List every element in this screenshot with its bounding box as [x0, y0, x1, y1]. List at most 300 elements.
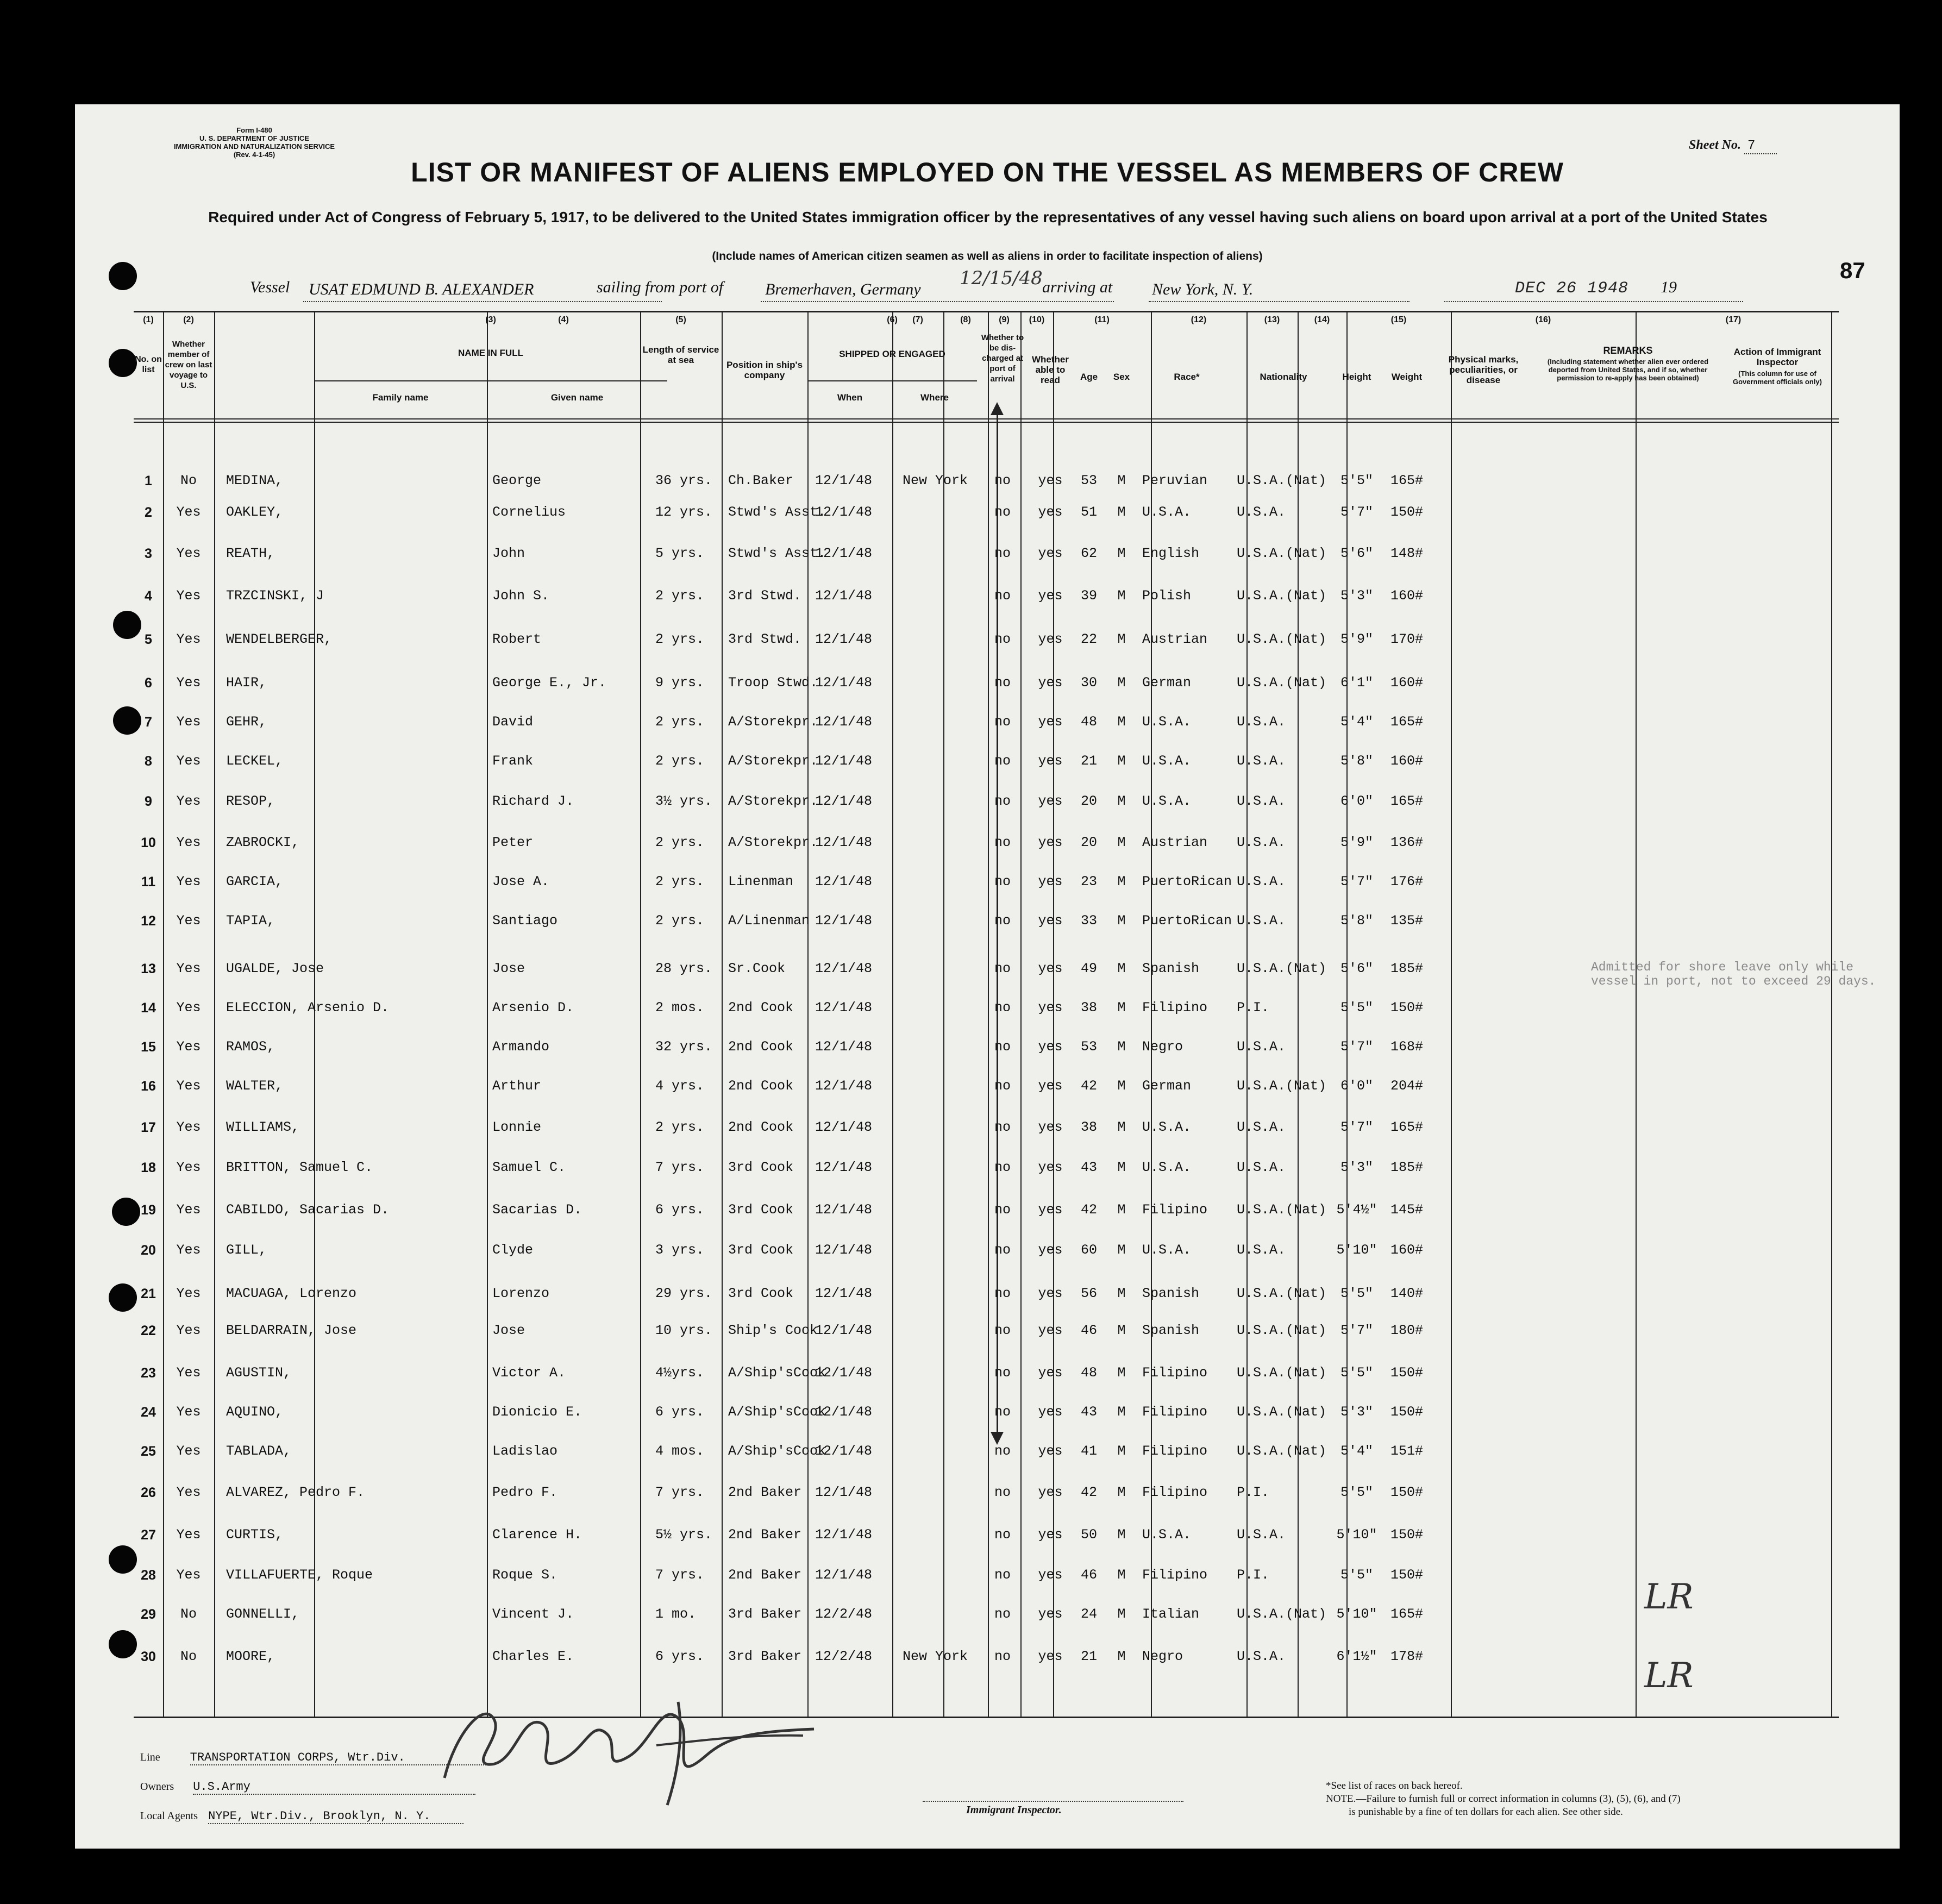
given-name-cell: Dionicio E.	[492, 1404, 582, 1420]
nationality-cell: P.I.	[1237, 1000, 1270, 1016]
shipped-when-cell: 12/1/48	[815, 1365, 873, 1381]
service-length-cell: 10 yrs.	[655, 1323, 713, 1338]
able-to-read-cell: yes	[1038, 504, 1063, 520]
last-voyage-cell: Yes	[176, 753, 201, 769]
shipped-when-cell: 12/1/48	[815, 1202, 873, 1218]
last-voyage-cell: Yes	[176, 1202, 201, 1218]
nationality-cell: U.S.A.(Nat)	[1237, 546, 1327, 561]
age-cell: 30	[1080, 675, 1097, 691]
owners-value: U.S.Army	[193, 1780, 475, 1795]
manifest-sheet	[75, 104, 1900, 1849]
table-row	[134, 835, 1839, 856]
row-number: 6	[145, 675, 152, 691]
position-cell: A/Storekpr.	[728, 753, 818, 769]
row-number: 7	[145, 715, 152, 730]
shipped-when-cell: 12/1/48	[815, 1404, 873, 1420]
sex-cell: M	[1117, 961, 1126, 976]
discharged-cell: no	[994, 874, 1011, 890]
age-cell: 39	[1080, 588, 1097, 604]
sex-cell: M	[1117, 675, 1126, 691]
table-row	[134, 1286, 1839, 1307]
weight-cell: 185#	[1390, 961, 1423, 976]
race-cell: Filipino	[1142, 1365, 1208, 1381]
able-to-read-cell: yes	[1038, 1323, 1063, 1338]
shipped-when-cell: 12/1/48	[815, 1286, 873, 1301]
punch-hole	[109, 262, 137, 290]
nationality-cell: P.I.	[1237, 1567, 1270, 1583]
page-instruction: (Include names of American citizen seamen as well as aliens in order to facilitate inspection of aliens)	[712, 250, 1263, 262]
service-length-cell: 2 yrs.	[655, 1119, 705, 1135]
sex-cell: M	[1117, 504, 1126, 520]
weight-cell: 150#	[1390, 1485, 1423, 1500]
sailing-port: Bremerhaven, Germany	[765, 280, 921, 298]
nationality-cell: U.S.A.	[1237, 1649, 1286, 1664]
family-name-cell: BRITTON, Samuel C.	[226, 1160, 373, 1175]
family-name-cell: BELDARRAIN, Jose	[226, 1323, 357, 1338]
table-row	[134, 1119, 1839, 1141]
height-cell: 5'10"	[1336, 1527, 1377, 1543]
row-number: 24	[141, 1405, 156, 1420]
position-cell: A/Linenman	[728, 913, 810, 929]
age-cell: 21	[1080, 753, 1097, 769]
remarks-note: Admitted for shore leave only while vessel in port, not to exceed 29 days.	[1591, 960, 1876, 988]
vessel-name: USAT EDMUND B. ALEXANDER	[309, 280, 534, 298]
row-number: 10	[141, 835, 156, 850]
shipped-when-cell: 12/1/48	[815, 1485, 873, 1500]
sex-cell: M	[1117, 473, 1126, 488]
discharged-cell: no	[994, 714, 1011, 730]
last-voyage-cell: Yes	[176, 874, 201, 890]
discharged-cell: no	[994, 793, 1011, 809]
sex-cell: M	[1117, 1443, 1126, 1459]
family-name-cell: UGALDE, Jose	[226, 961, 324, 976]
last-voyage-cell: Yes	[176, 1443, 201, 1459]
table-row	[134, 1078, 1839, 1100]
age-cell: 24	[1080, 1606, 1097, 1622]
row-number: 23	[141, 1366, 156, 1381]
position-cell: 3rd Stwd.	[728, 631, 802, 647]
last-voyage-cell: Yes	[176, 588, 201, 604]
sex-cell: M	[1117, 1119, 1126, 1135]
weight-cell: 165#	[1390, 793, 1423, 809]
shipped-when-cell: 12/2/48	[815, 1606, 873, 1622]
able-to-read-cell: yes	[1038, 714, 1063, 730]
able-to-read-cell: yes	[1038, 631, 1063, 647]
age-cell: 42	[1080, 1485, 1097, 1500]
row-number: 26	[141, 1485, 156, 1500]
height-cell: 5'4"	[1340, 714, 1373, 730]
date-dotline	[1444, 301, 1743, 302]
last-voyage-cell: Yes	[176, 1039, 201, 1055]
race-cell: Negro	[1142, 1039, 1183, 1055]
discharged-cell: no	[994, 631, 1011, 647]
nationality-cell: U.S.A.	[1237, 835, 1286, 850]
given-name-cell: Arthur	[492, 1078, 542, 1094]
shipped-when-cell: 12/1/48	[815, 913, 873, 929]
family-name-cell: GILL,	[226, 1242, 267, 1258]
nationality-cell: U.S.A.	[1237, 793, 1286, 809]
discharged-cell: no	[994, 835, 1011, 850]
name-subheader-rule	[314, 380, 667, 381]
shipped-when-cell: 12/1/48	[815, 961, 873, 976]
position-cell: A/Storekpr.	[728, 835, 818, 850]
weight-cell: 135#	[1390, 913, 1423, 929]
form-number: Form I-480	[236, 126, 272, 134]
shipped-when-cell: 12/1/48	[815, 1119, 873, 1135]
shipped-when-cell: 12/1/48	[815, 714, 873, 730]
age-cell: 53	[1080, 473, 1097, 488]
nationality-cell: U.S.A.	[1237, 714, 1286, 730]
line-value: TRANSPORTATION CORPS, Wtr.Div.	[190, 1751, 494, 1765]
given-name-cell: Clarence H.	[492, 1527, 582, 1543]
height-cell: 5'7"	[1340, 874, 1373, 890]
nationality-cell: U.S.A.(Nat)	[1237, 473, 1327, 488]
weight-cell: 160#	[1390, 753, 1423, 769]
nationality-cell: P.I.	[1237, 1485, 1270, 1500]
last-voyage-cell: Yes	[176, 1160, 201, 1175]
discharged-cell: no	[994, 546, 1011, 561]
sex-cell: M	[1117, 1649, 1126, 1664]
discharged-cell: no	[994, 675, 1011, 691]
sex-cell: M	[1117, 1000, 1126, 1016]
initials-mark: LR	[1644, 1656, 1694, 1696]
sex-cell: M	[1117, 753, 1126, 769]
given-name-cell: Clyde	[492, 1242, 534, 1258]
able-to-read-cell: yes	[1038, 1365, 1063, 1381]
discharged-cell: no	[994, 1485, 1011, 1500]
last-voyage-cell: Yes	[176, 1286, 201, 1301]
shipped-when-cell: 12/1/48	[815, 631, 873, 647]
header-race: Race*	[1174, 372, 1200, 382]
family-name-cell: MOORE,	[226, 1649, 275, 1664]
shipped-when-cell: 12/1/48	[815, 1323, 873, 1338]
race-cell: Filipino	[1142, 1202, 1208, 1218]
service-length-cell: 2 mos.	[655, 1000, 705, 1016]
family-name-cell: TAPIA,	[226, 913, 275, 929]
nationality-cell: U.S.A.(Nat)	[1237, 1286, 1327, 1301]
weight-cell: 151#	[1390, 1443, 1423, 1459]
sex-cell: M	[1117, 1242, 1126, 1258]
table-row	[134, 913, 1839, 935]
row-number: 1	[145, 473, 152, 488]
service-length-cell: 32 yrs.	[655, 1039, 713, 1055]
column-number: (9)	[999, 315, 1010, 324]
race-cell: U.S.A.	[1142, 1242, 1192, 1258]
form-info	[140, 126, 368, 159]
table-row	[134, 753, 1839, 775]
row-number: 11	[141, 874, 156, 890]
shipped-when-cell: 12/1/48	[815, 753, 873, 769]
footer-agents	[140, 1809, 463, 1824]
inspector-signature-line	[923, 1801, 1183, 1802]
height-cell: 6'1"	[1340, 675, 1373, 691]
height-cell: 5'5"	[1340, 1286, 1373, 1301]
arriving-dotline	[1149, 301, 1409, 302]
header-position: Position in ship's company	[726, 360, 803, 380]
position-cell: A/Ship'sCook	[728, 1365, 826, 1381]
weight-cell: 150#	[1390, 1527, 1423, 1543]
able-to-read-cell: yes	[1038, 1485, 1063, 1500]
weight-cell: 140#	[1390, 1286, 1423, 1301]
column-number: (1)	[143, 315, 154, 324]
last-voyage-cell: Yes	[176, 1365, 201, 1381]
age-cell: 41	[1080, 1443, 1097, 1459]
race-cell: German	[1142, 1078, 1192, 1094]
row-number: 4	[145, 588, 152, 604]
age-cell: 60	[1080, 1242, 1097, 1258]
row-number: 29	[141, 1607, 156, 1622]
height-cell: 6'0"	[1340, 793, 1373, 809]
shipped-subheader-rule	[807, 380, 977, 381]
punch-hole	[109, 349, 137, 377]
position-cell: 2nd Cook	[728, 1119, 794, 1135]
weight-cell: 185#	[1390, 1160, 1423, 1175]
height-cell: 5'6"	[1340, 961, 1373, 976]
age-cell: 23	[1080, 874, 1097, 890]
punch-hole	[109, 1545, 137, 1574]
footer-owners	[140, 1780, 475, 1795]
column-number: (3)	[485, 315, 496, 324]
given-name-cell: John S.	[492, 588, 550, 604]
page-number: 87	[1840, 258, 1865, 283]
header-physical-marks: Physical marks, peculiarities, or disease	[1448, 354, 1519, 385]
position-cell: 3rd Stwd.	[728, 588, 802, 604]
race-cell: U.S.A.	[1142, 1160, 1192, 1175]
age-cell: 46	[1080, 1567, 1097, 1583]
age-cell: 53	[1080, 1039, 1097, 1055]
row-number: 25	[141, 1444, 156, 1459]
race-cell: Spanish	[1142, 961, 1200, 976]
header-age: Age	[1080, 372, 1098, 382]
discharged-cell: no	[994, 1606, 1011, 1622]
height-cell: 5'4"	[1340, 1443, 1373, 1459]
nationality-cell: U.S.A.	[1237, 913, 1286, 929]
able-to-read-cell: yes	[1038, 1286, 1063, 1301]
sex-cell: M	[1117, 1202, 1126, 1218]
age-cell: 50	[1080, 1527, 1097, 1543]
footnote-races: *See list of races on back hereof.	[1326, 1780, 1463, 1792]
discharged-cell: no	[994, 1160, 1011, 1175]
race-cell: Italian	[1142, 1606, 1200, 1622]
row-number: 19	[141, 1202, 156, 1218]
given-name-cell: Jose A.	[492, 874, 550, 890]
service-length-cell: 2 yrs.	[655, 835, 705, 850]
able-to-read-cell: yes	[1038, 1567, 1063, 1583]
shipped-when-cell: 12/1/48	[815, 1078, 873, 1094]
weight-cell: 150#	[1390, 1404, 1423, 1420]
column-number: (16)	[1535, 315, 1551, 324]
row-number: 20	[141, 1243, 156, 1258]
age-cell: 43	[1080, 1404, 1097, 1420]
given-name-cell: Lorenzo	[492, 1286, 550, 1301]
table-row	[134, 504, 1839, 526]
shipped-when-cell: 12/1/48	[815, 835, 873, 850]
service-length-cell: 4 mos.	[655, 1443, 705, 1459]
row-number: 14	[141, 1000, 156, 1016]
position-cell: 3rd Cook	[728, 1242, 794, 1258]
row-number: 27	[141, 1527, 156, 1543]
shipped-when-cell: 12/1/48	[815, 1039, 873, 1055]
arriving-label: arriving at	[1042, 278, 1113, 296]
sex-cell: M	[1117, 1404, 1126, 1420]
service-length-cell: 2 yrs.	[655, 714, 705, 730]
position-cell: 2nd Baker	[728, 1527, 802, 1543]
sex-cell: M	[1117, 1365, 1126, 1381]
height-cell: 5'5"	[1340, 1000, 1373, 1016]
race-cell: Negro	[1142, 1649, 1183, 1664]
last-voyage-cell: No	[180, 473, 197, 488]
last-voyage-cell: Yes	[176, 913, 201, 929]
header-bottom-rule	[134, 418, 1839, 419]
sex-cell: M	[1117, 835, 1126, 850]
footnote	[1326, 1780, 1681, 1819]
column-number: (14)	[1314, 315, 1330, 324]
position-cell: 2nd Cook	[728, 1078, 794, 1094]
column-number: (6)	[887, 315, 898, 324]
race-cell: Filipino	[1142, 1567, 1208, 1583]
table-row	[134, 874, 1839, 895]
age-cell: 46	[1080, 1323, 1097, 1338]
position-cell: A/Ship'sCook	[728, 1443, 826, 1459]
column-number: (8)	[960, 315, 971, 324]
race-cell: Spanish	[1142, 1323, 1200, 1338]
age-cell: 22	[1080, 631, 1097, 647]
table-row	[134, 961, 1839, 982]
discharged-cell: no	[994, 1119, 1011, 1135]
given-name-cell: Cornelius	[492, 504, 566, 520]
able-to-read-cell: yes	[1038, 1649, 1063, 1664]
table-row	[134, 588, 1839, 610]
discharged-cell: no	[994, 504, 1011, 520]
year-label: 19	[1661, 278, 1677, 296]
table-row	[134, 1443, 1839, 1465]
family-name-cell: AGUSTIN,	[226, 1365, 292, 1381]
header-given-name: Given name	[550, 392, 604, 403]
discharged-cell: no	[994, 588, 1011, 604]
sex-cell: M	[1117, 1078, 1126, 1094]
service-length-cell: 2 yrs.	[655, 631, 705, 647]
row-number: 30	[141, 1649, 156, 1664]
age-cell: 51	[1080, 504, 1097, 520]
shipped-when-cell: 12/1/48	[815, 588, 873, 604]
race-cell: U.S.A.	[1142, 1527, 1192, 1543]
shipped-when-cell: 12/1/48	[815, 675, 873, 691]
height-cell: 5'8"	[1340, 913, 1373, 929]
discharged-cell: no	[994, 1039, 1011, 1055]
sex-cell: M	[1117, 793, 1126, 809]
given-name-cell: Santiago	[492, 913, 558, 929]
race-cell: German	[1142, 675, 1192, 691]
nationality-cell: U.S.A.(Nat)	[1237, 1078, 1327, 1094]
column-number: (10)	[1029, 315, 1045, 324]
shipped-when-cell: 12/1/48	[815, 504, 873, 520]
weight-cell: 168#	[1390, 1039, 1423, 1055]
nationality-cell: U.S.A.(Nat)	[1237, 1606, 1327, 1622]
shipped-where-cell: New York	[902, 473, 968, 488]
column-number: (15)	[1390, 315, 1407, 324]
nationality-cell: U.S.A.(Nat)	[1237, 1365, 1327, 1381]
discharged-cell: no	[994, 1323, 1011, 1338]
shipped-when-cell: 12/2/48	[815, 1649, 873, 1664]
last-voyage-cell: Yes	[176, 1078, 201, 1094]
sex-cell: M	[1117, 1606, 1126, 1622]
service-name: IMMIGRATION AND NATURALIZATION SERVICE	[173, 142, 335, 151]
race-cell: Austrian	[1142, 835, 1208, 850]
weight-cell: 178#	[1390, 1649, 1423, 1664]
header-bottom-rule-2	[134, 422, 1839, 423]
height-cell: 5'5"	[1340, 473, 1373, 488]
position-cell: A/Storekpr.	[728, 793, 818, 809]
department-name: U. S. DEPARTMENT OF JUSTICE	[199, 134, 309, 142]
sex-cell: M	[1117, 1485, 1126, 1500]
last-voyage-cell: Yes	[176, 1242, 201, 1258]
given-name-cell: Ladislao	[492, 1443, 558, 1459]
nationality-cell: U.S.A.	[1237, 1527, 1286, 1543]
nationality-cell: U.S.A.	[1237, 1039, 1286, 1055]
weight-cell: 136#	[1390, 835, 1423, 850]
nationality-cell: U.S.A.	[1237, 1119, 1286, 1135]
arriving-port: New York, N. Y.	[1152, 280, 1254, 298]
table-row	[134, 473, 1839, 494]
position-cell: 3rd Cook	[728, 1202, 794, 1218]
family-name-cell: WILLIAMS,	[226, 1119, 300, 1135]
able-to-read-cell: yes	[1038, 1078, 1063, 1094]
column-number: (11)	[1094, 315, 1110, 324]
position-cell: Stwd's Asst.	[728, 504, 826, 520]
given-name-cell: David	[492, 714, 534, 730]
service-length-cell: 5½ yrs.	[655, 1527, 713, 1543]
weight-cell: 150#	[1390, 1000, 1423, 1016]
race-cell: Peruvian	[1142, 473, 1208, 488]
table-row	[134, 1527, 1839, 1549]
footnote-fine: is punishable by a fine of ten dollars for each alien. See other side.	[1349, 1806, 1623, 1818]
discharged-cell: no	[994, 1202, 1011, 1218]
height-cell: 5'3"	[1340, 1160, 1373, 1175]
header-where: Where	[920, 392, 949, 403]
age-cell: 21	[1080, 1649, 1097, 1664]
shipped-when-cell: 12/1/48	[815, 793, 873, 809]
agents-value: NYPE, Wtr.Div., Brooklyn, N. Y.	[208, 1809, 463, 1824]
height-cell: 5'5"	[1340, 1567, 1373, 1583]
age-cell: 48	[1080, 714, 1097, 730]
shipped-when-cell: 12/1/48	[815, 473, 873, 488]
service-length-cell: 6 yrs.	[655, 1202, 705, 1218]
height-cell: 5'5"	[1340, 1485, 1373, 1500]
sex-cell: M	[1117, 546, 1126, 561]
service-length-cell: 2 yrs.	[655, 913, 705, 929]
height-cell: 5'7"	[1340, 1039, 1373, 1055]
age-cell: 56	[1080, 1286, 1097, 1301]
height-cell: 5'9"	[1340, 835, 1373, 850]
service-length-cell: 3 yrs.	[655, 1242, 705, 1258]
row-number: 15	[141, 1039, 156, 1055]
race-cell: Filipino	[1142, 1404, 1208, 1420]
shipped-when-cell: 12/1/48	[815, 1242, 873, 1258]
race-cell: Polish	[1142, 588, 1192, 604]
nationality-cell: U.S.A.(Nat)	[1237, 1202, 1327, 1218]
race-cell: U.S.A.	[1142, 1119, 1192, 1135]
service-length-cell: 36 yrs.	[655, 473, 713, 488]
service-length-cell: 3½ yrs.	[655, 793, 713, 809]
race-cell: U.S.A.	[1142, 793, 1192, 809]
table-row	[134, 1242, 1839, 1264]
discharged-cell: no	[994, 1286, 1011, 1301]
age-cell: 42	[1080, 1202, 1097, 1218]
position-cell: 3rd Baker	[728, 1606, 802, 1622]
table-row	[134, 1606, 1839, 1628]
table-row	[134, 1000, 1839, 1022]
given-name-cell: Victor A.	[492, 1365, 566, 1381]
